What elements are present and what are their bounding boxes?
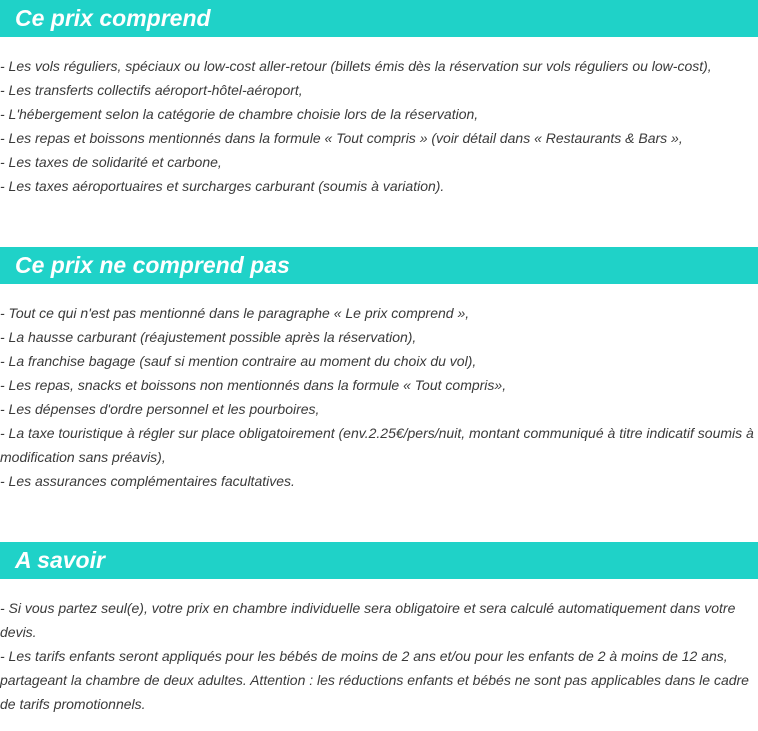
list-item: - Les taxes de solidarité et carbone, — [0, 154, 222, 170]
list-item: - La franchise bagage (sauf si mention contraire au moment du choix du vol), — [0, 353, 477, 369]
list-item: - La taxe touristique à régler sur place obligatoirement (env.2.25€/pers/nuit, montant communiqué à titre indicatif soumis à modification sans préavis), — [0, 425, 754, 465]
good-to-know-list — [0, 596, 758, 716]
section-title-price-excludes: Ce prix ne comprend pas — [0, 247, 758, 284]
price-includes-list — [0, 54, 758, 198]
list-item: - Si vous partez seul(e), votre prix en chambre individuelle sera obligatoire et sera calculé automatiquement dans votre devis. — [0, 600, 736, 640]
price-excludes-list — [0, 301, 758, 493]
list-item: - La hausse carburant (réajustement possible après la réservation), — [0, 329, 417, 345]
section-good-to-know — [0, 542, 758, 716]
section-price-includes — [0, 0, 758, 198]
list-item: - L'hébergement selon la catégorie de chambre choisie lors de la réservation, — [0, 106, 479, 122]
list-item: - Les vols réguliers, spéciaux ou low-cost aller-retour (billets émis dès la réservation sur vols réguliers ou low-cost), — [0, 58, 712, 74]
section-title-price-includes: Ce prix comprend — [0, 0, 758, 37]
list-item: - Les assurances complémentaires facultatives. — [0, 473, 295, 489]
list-item: - Les tarifs enfants seront appliqués pour les bébés de moins de 2 ans et/ou pour les enfants de 2 à moins de 12 ans, partageant la chambre de deux adultes. Attention : les réductions enfants et bébés ne sont pas applicables dans le cadre de tarifs promotionnels. — [0, 648, 749, 712]
list-item: - Les transferts collectifs aéroport-hôtel-aéroport, — [0, 82, 303, 98]
list-item: - Tout ce qui n'est pas mentionné dans le paragraphe « Le prix comprend », — [0, 305, 470, 321]
list-item: - Les taxes aéroportuaires et surcharges carburant (soumis à variation). — [0, 178, 445, 194]
section-price-excludes — [0, 247, 758, 493]
list-item: - Les repas et boissons mentionnés dans la formule « Tout compris » (voir détail dans « Restaurants & Bars », — [0, 130, 683, 146]
section-title-good-to-know: A savoir — [0, 542, 758, 579]
list-item: - Les dépenses d'ordre personnel et les pourboires, — [0, 401, 320, 417]
list-item: - Les repas, snacks et boissons non mentionnés dans la formule « Tout compris», — [0, 377, 507, 393]
